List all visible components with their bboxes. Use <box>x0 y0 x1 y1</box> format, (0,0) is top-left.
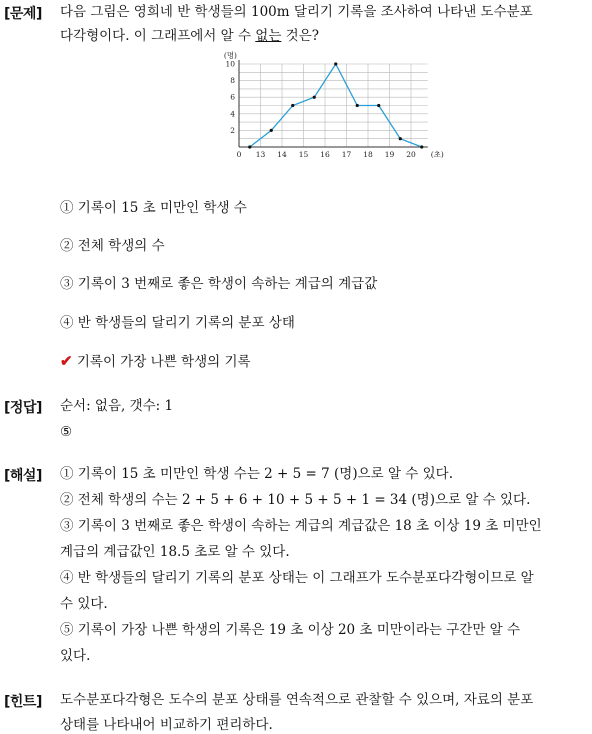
x-tick-label: 18 <box>363 150 373 159</box>
data-point <box>270 129 273 132</box>
explanation-line: ① 기록이 15 초 미만인 학생 수는 2 + 5 = 7 (명)으로 알 수 있다. <box>60 466 453 482</box>
option-3[interactable]: ③ 기록이 3 번째로 좋은 학생이 속하는 계급의 계급값 <box>60 276 378 292</box>
data-point <box>377 104 380 107</box>
data-point <box>248 145 251 148</box>
answer-line-2: ⑤ <box>60 424 73 440</box>
data-point <box>356 104 359 107</box>
x-tick-label: 14 <box>277 150 287 159</box>
data-point <box>334 62 337 65</box>
x-tick-label: 0 <box>236 150 242 159</box>
problem-line-2-start: 다각형이다. 이 그래프에서 알 수 <box>60 28 256 44</box>
frequency-polygon-chart <box>215 48 444 166</box>
option-5-text: 기록이 가장 나쁜 학생의 기록 <box>76 354 251 370</box>
problem-line-2 <box>60 27 319 45</box>
hint-label: [힌트] <box>4 694 42 710</box>
x-tick-label: 19 <box>384 150 395 159</box>
data-point <box>420 145 423 148</box>
explanation-line: ② 전체 학생의 수는 2 + 5 + 6 + 10 + 5 + 5 + 1 = 34 (명)으로 알 수 있다. <box>60 492 531 508</box>
explanation-line: ⑤ 기록이 가장 나쁜 학생의 기록은 19 초 이상 20 초 미만이라는 구간만 알 수 <box>60 622 521 638</box>
y-tick-label: 6 <box>230 92 235 102</box>
x-tick-label: 13 <box>255 150 266 159</box>
option-1[interactable]: ① 기록이 15 초 미만인 학생 수 <box>60 200 247 216</box>
y-tick-label: 4 <box>230 109 235 119</box>
hint-line: 상태를 나타내어 비교하기 편리하다. <box>60 717 273 733</box>
data-point <box>291 104 294 107</box>
problem-underlined-word: 없는 <box>255 28 282 44</box>
answer-line-1: 순서: 없음, 갯수: 1 <box>60 398 174 414</box>
explanation-line: ④ 반 학생들의 달리기 기록의 분포 상태는 이 그래프가 도수분포다각형이므로 알 <box>60 570 534 586</box>
problem-label: [문제] <box>4 6 42 22</box>
x-tick-label: 17 <box>341 150 352 159</box>
chart-grid <box>239 64 428 147</box>
answer-label: [정답] <box>4 400 42 416</box>
option-4[interactable]: ④ 반 학생들의 달리기 기록의 분포 상태 <box>60 315 295 331</box>
explanation-line: 계급의 계급값인 18.5 초로 알 수 있다. <box>60 544 290 560</box>
hint-line: 도수분포다각형은 도수의 분포 상태를 연속적으로 관찰할 수 있으며, 자료의 분포 <box>60 692 534 708</box>
x-tick-label: 20 <box>406 150 416 159</box>
y-axis-label: (명) <box>223 51 237 60</box>
explanation-line: 있다. <box>60 648 91 664</box>
explanation-line: ③ 기록이 3 번째로 좋은 학생이 속하는 계급의 계급값은 18 초 이상 19 초 미만인 <box>60 518 542 534</box>
y-tick-label: 2 <box>230 125 235 135</box>
problem-line-1: 다음 그림은 영희네 반 학생들의 100m 달리기 기록을 조사하여 나타낸 도수분포 <box>60 4 533 20</box>
x-axis-label: (초) <box>430 150 444 159</box>
y-tick-label: 8 <box>230 76 235 86</box>
problem-line-2-end: 것은? <box>281 28 319 44</box>
option-5[interactable] <box>60 352 251 371</box>
data-point <box>399 137 402 140</box>
data-point <box>313 96 316 99</box>
x-tick-label: 15 <box>298 150 309 159</box>
check-mark-icon: ✔ <box>60 352 73 370</box>
x-tick-label: 16 <box>320 150 330 159</box>
explanation-label: [해설] <box>4 468 42 484</box>
explanation-line: 수 있다. <box>60 596 108 612</box>
y-tick-label: 10 <box>225 59 235 69</box>
option-2[interactable]: ② 전체 학생의 수 <box>60 238 165 254</box>
